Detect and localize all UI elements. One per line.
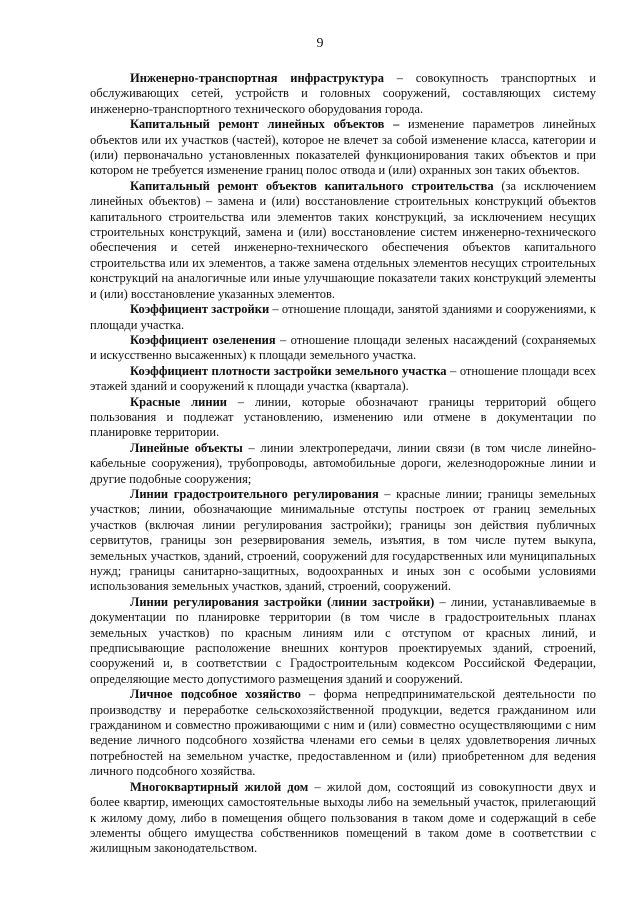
definition-text: – жилой дом, состоящий из совокупности двух и более квартир, имеющих самостоятельные выходы либо на земельный участок, прилегающий к жилому дому, либо в помещения общего пользования в таком доме и содержащий в себе элементы общего имущества собственников помещений в таком доме в соответствии с жилищным законодательством.: [90, 779, 596, 856]
definition-text: – отношение площади, занятой зданиями и сооружениями, к площади участка.: [90, 302, 596, 332]
definition-text: – линии электропередачи, линии связи (в том числе линейно-кабельные сооружения), трубопроводы, автомобильные дороги, железнодорожные линии и другие подобные сооружения;: [90, 440, 596, 486]
definition-text: – отношение площади всех этажей зданий и сооружений к площади участка (квартала).: [90, 363, 596, 394]
definition-term: Коэффициент плотности застройки земельного участка: [130, 363, 447, 378]
definition-term: Линии регулирования застройки (линии застройки): [130, 594, 435, 609]
definition-paragraph: [90, 395, 596, 441]
definition-text: – форма непредпринимательской деятельности по производству и переработке сельскохозяйственной продукции, ведется гражданином или гражданином и совместно проживающими с ним и (или) совместно осуществляющими с ним ведение личного подсобного хозяйства членами его семьи в целях удовлетворения личных потребностей на земельном участке, предоставленном и (или) приобретенном для ведения личного подсобного хозяйства.: [90, 687, 596, 779]
definition-paragraph: [90, 364, 596, 395]
definition-text: – красные линии; границы земельных участков; линии, обозначающие минимальные отступы построек от границ земельных участков (включая линии регулирования застройки); границы зон действия публичных сервитутов, границы зон резервирования земель, изъятия, в том числе путем выкупа, земельных участков, зданий, строений, сооружений для государственных или муниципальных нужд; границы санитарно-защитных, водоохранных и иных зон с особыми условиями использования земельных участков, зданий, строений, сооружений.: [90, 486, 596, 594]
definition-text: – линии, устанавливаемые в документации по планировке территории (в том числе в градостроительных планах земельных участков) по красным линиям или с отступом от красных линий, и предписывающие расположение внешних контуров проектируемых зданий, строений, сооружений и, в соответствии с Градостроительным кодексом Российской Федерации, определяющие место допустимого размещения зданий и сооружений.: [90, 594, 596, 686]
definition-term: Инженерно-транспортная инфраструктура: [130, 71, 385, 85]
document-body: [90, 71, 596, 857]
definition-text: – линии, которые обозначают границы территорий общего пользования и подлежат установлению, изменению или отмене в документации по планировке территории.: [90, 394, 596, 440]
definition-term: Капитальный ремонт объектов капитального строительства: [130, 178, 494, 193]
definition-paragraph: [90, 780, 596, 857]
definition-term: Коэффициент озеленения: [130, 332, 276, 347]
definition-term: Линии градостроительного регулирования: [130, 486, 379, 501]
definition-paragraph: [90, 687, 596, 779]
definition-text: изменение параметров линейных объектов или их участков (частей), которое не влечет за собой изменение класса, категории и (или) первоначально установленных показателей функционирования таких объектов и при котором не требуется изменение границ полос отвода и (или) охранных зон таких объектов.: [90, 117, 596, 178]
definition-paragraph: [90, 333, 596, 364]
definition-paragraph: [90, 117, 596, 179]
definition-term: Личное подсобное хозяйство: [130, 687, 301, 702]
definition-text: – отношение площади зеленых насаждений (сохраняемых и искусственно высаженных) к площади земельного участка.: [90, 332, 596, 363]
page-number: 9: [316, 36, 324, 51]
definition-paragraph: [90, 302, 596, 333]
definition-paragraph: [90, 179, 596, 302]
definition-paragraph: [90, 487, 596, 595]
definition-paragraph: [90, 71, 596, 117]
definition-term: Коэффициент застройки: [130, 302, 270, 317]
definition-term: Линейные объекты: [130, 440, 243, 455]
definition-term: Многоквартирный жилой дом: [130, 779, 309, 794]
definition-text: – совокупность транспортных и обслуживающих сетей, устройств и головных сооружений, составляющих систему инженерно-транспортного технического оборудования города.: [90, 71, 596, 116]
definition-paragraph: [90, 595, 596, 687]
definition-term: Капитальный ремонт линейных объектов –: [130, 117, 400, 132]
definition-term: Красные линии: [130, 394, 227, 409]
definition-paragraph: [90, 441, 596, 487]
definition-text: (за исключением линейных объектов) – замена и (или) восстановление строительных конструкций объектов капитального строительства или элементов таких конструкций, за исключением несущих строительных конструкций, замена и (или) восстановление систем инженерно-технического обеспечения и сетей инженерно-технического обеспечения объектов капитального строительства или их элементов, а также замена отдельных элементов несущих строительных конструкций на аналогичные или иные улучшающие показатели таких конструкций элементы и (или) восстановление указанных элементов.: [90, 178, 596, 301]
